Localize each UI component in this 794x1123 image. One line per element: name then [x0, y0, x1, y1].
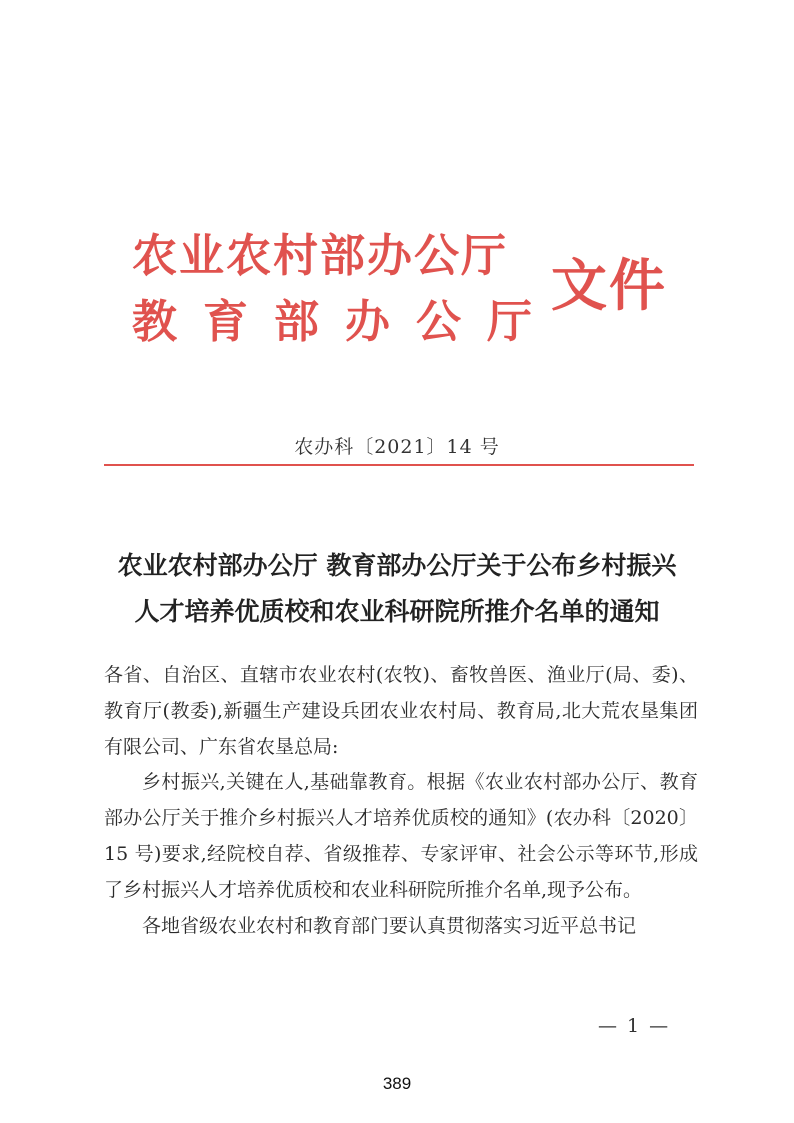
title-line-2: 人才培养优质校和农业科研院所推介名单的通知 [134, 597, 660, 626]
body-paragraph-1: 乡村振兴,关键在人,基础靠教育。根据《农业农村部办公厅、教育部办公厅关于推介乡村振兴人才培养优质校的通知》(农办科〔2020〕15 号)要求,经院校自荐、省级推荐、专家评审、社会公示等环节,形成了乡村振兴人才培养优质校和农业科研院所推介名单,现予公布。 [104, 771, 698, 901]
addressees-paragraph: 各省、自治区、直辖市农业农村(农牧)、畜牧兽医、渔业厅(局、委)、教育厅(教委),新疆生产建设兵团农业农村局、教育局,北大荒农垦集团有限公司、广东省农垦总局: [104, 664, 698, 758]
issuer-line-1: 农业农村部办公厅 [132, 229, 509, 282]
document-number: 农办科〔2021〕14 号 [294, 436, 500, 458]
page-number-marker: — 1 — [598, 1015, 671, 1037]
title-line-1: 农业农村部办公厅 教育部办公厅关于公布乡村振兴 [117, 551, 677, 580]
document-title [90, 543, 704, 635]
document-type-label: 文件 [551, 254, 667, 319]
stamped-page-number: 389 [382, 1074, 412, 1093]
issuer-line-2: 教育部办公厅 [132, 295, 559, 348]
document-body [104, 658, 698, 944]
body-paragraph-2: 各地省级农业农村和教育部门要认真贯彻落实习近平总书记 [142, 914, 637, 937]
red-divider-line [104, 464, 694, 466]
